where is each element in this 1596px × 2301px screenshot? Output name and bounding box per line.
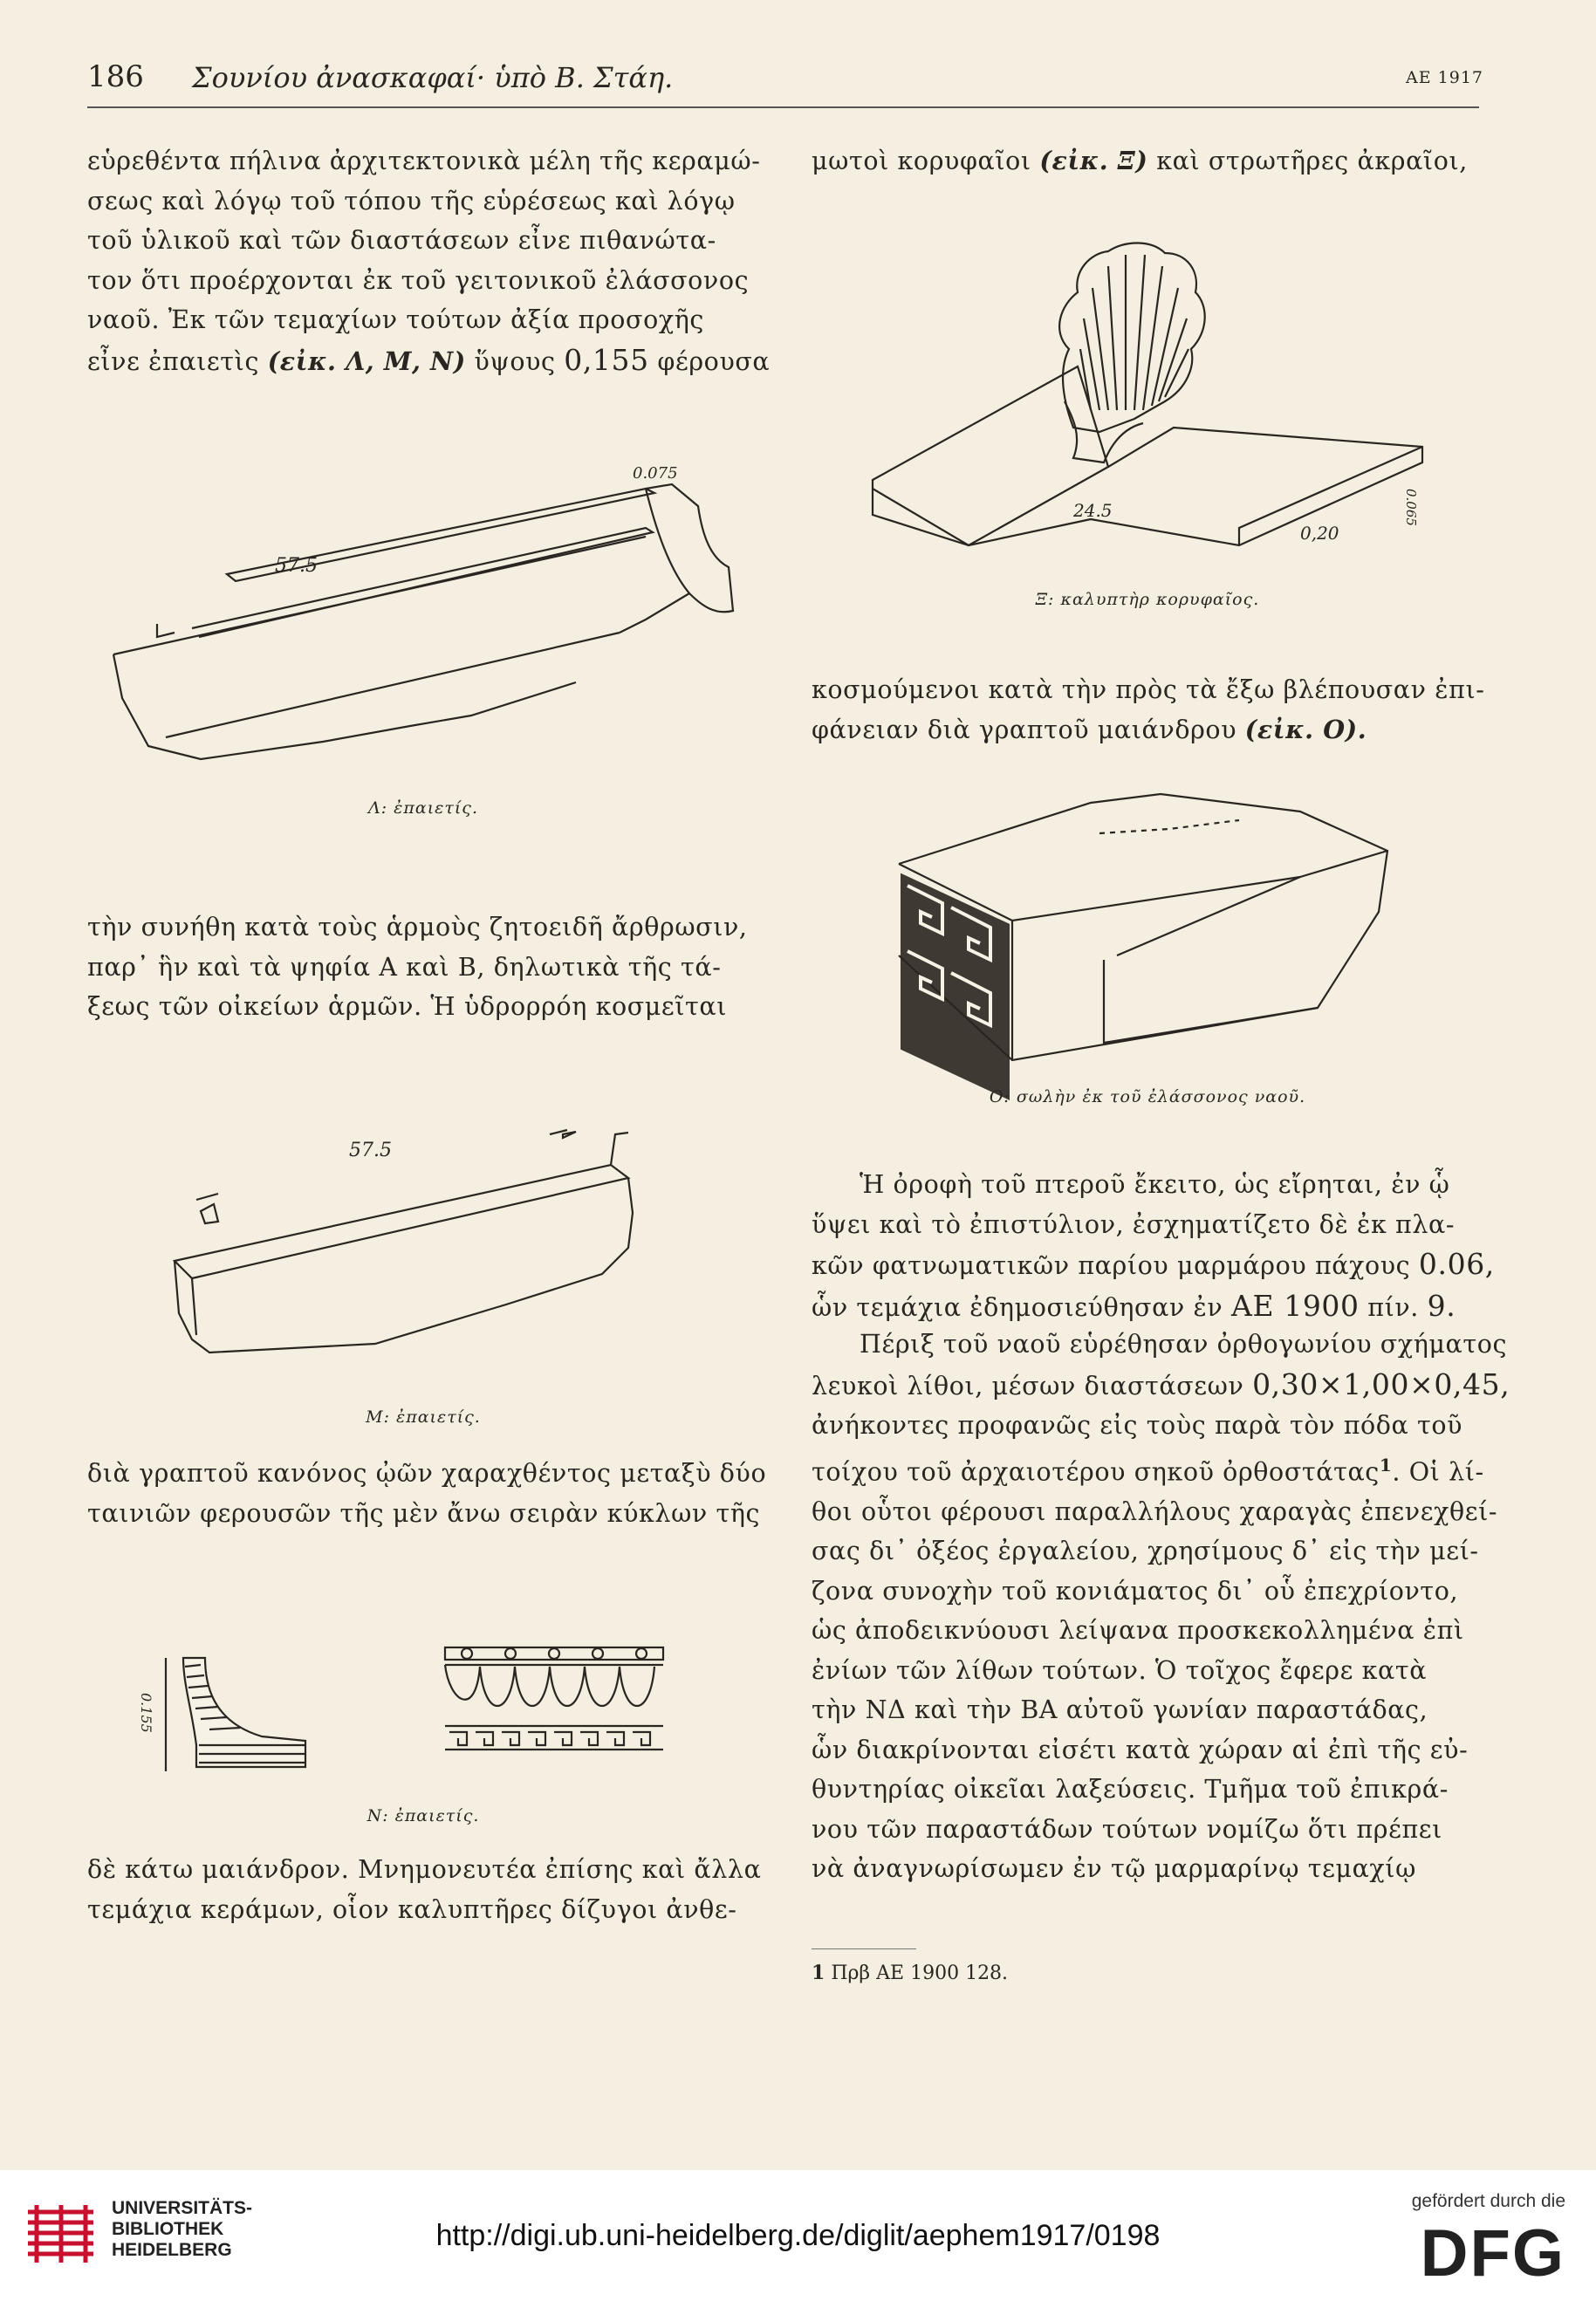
omicron-ledge-front [1104,960,1318,1043]
figure-nu-drawing [131,1640,689,1789]
mu-joint-tick [196,1194,218,1200]
nu-egg-pattern [445,1665,663,1706]
left-paragraph-3 [87,1454,766,1533]
running-title: Σουνίου ἀνασκαφαί· ὑπὸ Β. Στάη. [192,61,674,94]
text-line: νὰ ἀναγνωρίσωμεν ἐν τῷ μαρμαρίνῳ τεμαχίῳ [812,1854,1416,1883]
lambda-top-edge [113,537,646,654]
nu-circle [462,1648,472,1659]
omicron-hidden-line [1099,820,1239,833]
figure-xi-drawing [864,201,1449,567]
text-line: ὧν διακρίνονται εἰσέτι κατὰ χώραν αἱ ἐπὶ τῆς εὐ- [812,1735,1469,1764]
lambda-dim-height: 0.075 [633,464,678,483]
text-line: δὲ κάτω μαιάνδρον. Μνημονευτέα ἐπίσης καὶ ἄλλα [87,1855,762,1884]
xi-dim-width: 0,20 [1300,523,1339,544]
text-line: τὴν συνήθη κατὰ τοὺς ἁρμοὺς ζητοειδῆ ἄρθρωσιν, [87,913,748,942]
right-paragraph-4 [812,1325,1510,1889]
figure-reference: (εἰκ. Ξ) [1039,146,1148,175]
mu-top-face [175,1165,628,1278]
digitization-footer [0,2170,1596,2301]
footnote [812,1962,1008,1984]
text-line: φάνειαν διὰ γραπτοῦ μαιάνδρου (εἰκ. Ο). [812,714,1367,744]
xi-palmette-outline [1059,243,1205,432]
text-line: τοίχου τοῦ ἀρχαιοτέρου σηκοῦ ὀρθοστάτας$^1$. Οἱ λί- [812,1454,1484,1486]
lambda-broken-edge [113,654,576,759]
mu-body-outline [175,1178,633,1353]
funding-label: gefördert durch die [1411,2191,1565,2211]
omicron-ledge [1117,851,1387,955]
lambda-corner-mark [157,624,175,637]
library-name: UNIVERSITÄTS- BIBLIOTHEK HEIDELBERG [112,2198,253,2260]
xi-palmette-leaves [1080,255,1188,410]
running-header [87,59,1483,103]
text-line: τὴν ΝΔ καὶ τὴν ΒΑ αὐτοῦ γωνίαν παραστάδας, [812,1695,1428,1724]
text-line: ὡς ἀποδεικνύουσι λείψανα προσκεκολλημένα ἐπὶ [812,1616,1464,1645]
text-line: παρ᾽ ἣν καὶ τὰ ψηφία Α καὶ Β, δηλωτικὰ τῆς τά- [87,952,722,982]
text-line: νου τῶν παραστάδων τούτων νομίζω ὅτι πρέπει [812,1814,1442,1844]
text-line: Πέριξ τοῦ ναοῦ εὑρέθησαν ὀρθογωνίου σχήματος [860,1330,1508,1359]
text-line: ξεως τῶν οἰκείων ἁρμῶν. Ἡ ὑδρορρόη κοσμεῖται [87,992,728,1021]
omicron-meander-band [901,873,1010,1100]
nu-circle [593,1648,603,1659]
header-rule [87,106,1479,108]
xi-dim-thickness: 0.065 [1403,489,1419,526]
mu-dim-length: 57.5 [349,1140,392,1161]
xi-dim-length: 24.5 [1073,500,1113,521]
text-line: μωτοὶ κορυφαῖοι (εἰκ. Ξ) καὶ στρωτῆρες ἀκραῖοι, [812,146,1468,175]
nu-circle [636,1648,647,1659]
lambda-profile-base [620,593,689,633]
lambda-cyma-profile [646,484,733,612]
text-line: θυντηρίας οἰκεῖαι λαξεύσεις. Τμῆμα τοῦ ἐπικρά- [812,1775,1449,1804]
page-number: 186 [87,59,144,94]
lambda-lower-edge [166,633,620,737]
text-line: ὕψει καὶ τὸ ἐπιστύλιον, ἐσχηματίζετο δὲ ἐκ πλα- [812,1209,1456,1239]
xi-lower-edge [873,489,1091,545]
text-line: σεως καὶ λόγῳ τοῦ τόπου τῆς εὑρέσεως καὶ λόγῳ [87,186,736,216]
figure-omicron-drawing [890,781,1414,1078]
caption-figure-lambda: Λ: ἐπαιετίς. [368,798,478,818]
footnote-rule [812,1948,916,1949]
text-line: κῶν φατνωματικῶν παρίου μαρμάρου πάχους 0.06, [812,1247,1495,1281]
text-line: ἐνίων τῶν λίθων τούτων. Ὁ τοῖχος ἔφερε κατὰ [812,1655,1428,1685]
caption-figure-xi: Ξ: καλυπτὴρ κορυφαῖος. [1035,590,1260,609]
digital-copy-url-link[interactable]: http://digi.ub.uni-heidelberg.de/diglit/aephem1917/0198 [435,2219,1161,2252]
left-paragraph-4 [87,1850,761,1929]
nu-meander-pattern [449,1732,650,1745]
figure-reference: (εἰκ. Λ, Μ, Ν) [267,346,466,376]
text-line: θοι οὗτοι φέρουσι παραλλήλους χαραγὰς ἐπενεχθεί- [812,1496,1498,1526]
xi-right-tile [1091,428,1422,545]
caption-figure-nu: Ν: ἐπαιετίς. [366,1806,480,1825]
nu-lower-band [445,1726,663,1750]
lambda-rim [192,528,653,637]
nu-dim-height: 0.155 [138,1693,154,1733]
lambda-dim-length: 57.5 [275,555,318,577]
mu-letter-mark-a [201,1204,218,1223]
text-line: κοσμούμενοι κατὰ τὴν πρὸς τὰ ἔξω βλέπουσαν ἐπι- [812,675,1485,704]
text-line: τοῦ ὑλικοῦ καὶ τῶν διαστάσεων εἶνε πιθανώτα- [87,226,716,255]
dfg-logo: DFG [1420,2216,1565,2291]
text-line: σας δι᾽ ὀξέος ἐργαλείου, χρησίμους δ᾽ εἰς τὴν μεί- [812,1537,1479,1565]
text-line: εὑρεθέντα πήλινα ἀρχιτεκτονικὰ μέλη τῆς κεραμώ- [87,147,761,175]
text-line: ταινιῶν φερουσῶν τῆς μὲν ἄνω σειρὰν κύκλων τῆς [87,1498,761,1528]
text-line: διὰ γραπτοῦ κανόνος ᾠῶν χαραχθέντος μεταξὺ δύο [87,1459,767,1488]
footnote-marker: 1 [1379,1454,1393,1476]
text-line: ναοῦ. Ἐκ τῶν τεμαχίων τούτων ἀξία προσοχῆς [87,305,704,334]
right-paragraph-3 [812,1165,1495,1327]
journal-year: ΑΕ 1917 [1406,68,1483,87]
nu-profile-section [183,1658,305,1767]
text-line: εἶνε ἐπαιετὶς (εἰκ. Λ, Μ, Ν) ὕψους 0,155 φέρουσα [87,342,771,377]
nu-circle [505,1648,516,1659]
footnote-text: Πρβ ΑΕ 1900 128. [831,1962,1009,1984]
text-line: ὧν τεμάχια ἐδημοσιεύθησαν ἐν ΑΕ 1900 πίν. 9. [812,1288,1456,1323]
left-paragraph-2 [87,907,748,1027]
footnote-number: 1 [812,1962,825,1984]
figure-mu-drawing [140,1082,672,1396]
caption-figure-omicron: Ο: σωλὴν ἐκ τοῦ ἐλάσσονος ναοῦ. [989,1087,1306,1106]
figure-reference: (εἰκ. Ο). [1244,714,1367,744]
mu-front-edge [192,1278,196,1335]
nu-circle [549,1648,559,1659]
figure-lambda-drawing [87,454,759,812]
right-paragraph-2 [812,670,1484,750]
text-line: τεμάχια κεράμων, οἷον καλυπτῆρες δίζυγοι ἀνθε- [87,1894,737,1924]
text-line: Ἡ ὀροφὴ τοῦ πτεροῦ ἔκειτο, ὡς εἴρηται, ἐν ᾧ [860,1170,1450,1199]
text-line: τον ὅτι προέρχονται ἐκ τοῦ γειτονικοῦ ἐλάσσονος [87,265,750,295]
text-line: ἀνήκοντες προφανῶς εἰς τοὺς παρὰ τὸν πόδα τοῦ [812,1411,1463,1440]
right-paragraph-1 [812,141,1468,181]
text-line: ζονα συνοχὴν τοῦ κονιάματος δι᾽ οὗ ἐπεχρίοντο, [812,1576,1459,1606]
text-line: λευκοὶ λίθοι, μέσων διαστάσεων 0,30×1,00×0,45, [812,1366,1510,1401]
left-paragraph-1 [87,141,770,381]
mu-letter-mark-b [550,1130,576,1138]
mu-end-tip [611,1133,628,1165]
caption-figure-mu: Μ: ἐπαιετίς. [366,1407,481,1427]
